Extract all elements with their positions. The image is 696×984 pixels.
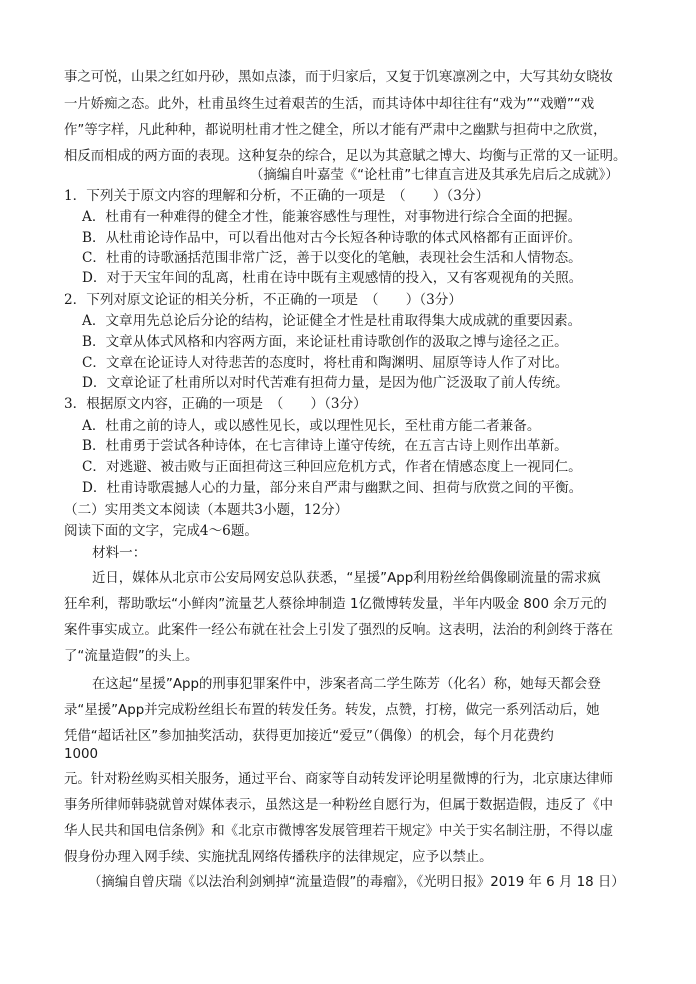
question-2-option-d: D．文章论证了杜甫所以对时代苦难有担荷力量，是因为他广泛汲取了前人传统。	[82, 375, 569, 391]
question-3-option-d: D．杜甫诗歌震撼人心的力量，部分来自严肃与幽默之间、担荷与欣赏之间的平衡。	[82, 480, 583, 496]
question-1-option-c: C．杜甫的诗歌涵括范围非常广泛，善于以变化的笔触，表现社会生活和人情物态。	[82, 250, 582, 266]
material-1-para-2-line-1: 在这起“星援”App的刑事犯罪案件中，涉案者高二学生陈芳（化名）称，她每天都会登	[92, 677, 601, 692]
section-2-instruction: 阅读下面的文字，完成4～6题。	[64, 523, 259, 539]
material-1-para-1-line-1: 近日，媒体从北京市公安局网安总队获悉，“星援”App利用粉丝给偶像刷流量的需求疯	[92, 571, 601, 586]
intro-source: （摘编自叶嘉莹《“论杜甫”七律直言进及其承先启后之成就》）	[250, 168, 619, 183]
material-1-para-2-line-3: 凭借“超话社区”参加抽奖活动，获得更加接近“爱豆”（偶像）的机会，每个月花费约	[64, 729, 554, 744]
question-1-stem: 1．下列关于原文内容的理解和分析，不正确的一项是 （ ）（3分）	[64, 188, 490, 204]
intro-line-4: 相反而相成的两方面的表现。这种复杂的综合，足以为其意賦之博大、均衡与正常的又一证明。	[64, 149, 627, 164]
intro-line-2: 一片娇痴之态。此外，杜甫虽终生过着艰苦的生活，而其诗体中却往往有“戏为”“戏赠”“戏	[64, 97, 595, 112]
question-3-option-a: A．杜甫之前的诗人，或以感性见长，或以理性见长，至杜甫方能二者兼备。	[82, 418, 541, 434]
question-1-option-d: D．对于天宝年间的乱离，杜甫在诗中既有主观感情的投入，又有客观视角的关照。	[82, 270, 583, 286]
question-2-option-b: B．文章从体式风格和内容两方面，来论证杜甫诗歌创作的汲取之博与途径之正。	[82, 334, 568, 350]
question-2-option-c: C．文章在论证诗人对待悲苦的态度时，将杜甫和陶渊明、屈原等诗人作了对比。	[82, 355, 569, 371]
material-1-label: 材料一：	[92, 545, 147, 561]
intro-line-1: 事之可悦，山果之红如丹砂，黑如点漆，而于归家后，又复于饥寒凛冽之中，大写其幼女晓妆	[64, 70, 614, 85]
material-1-source: （摘编自曾庆瑞《以法治利剑剜掉“流量造假”的毒瘤》，《光明日报》2019 年 6 月 18 日）	[88, 875, 625, 890]
question-1-option-a: A．杜甫有一种难得的健全才性，能兼容感性与理性，对事物进行综合全面的把握。	[82, 209, 582, 225]
material-1-para-1-line-4: 了“流量造假”的头上。	[64, 649, 199, 664]
section-2-heading: （二）实用类文本阅读（本题共3小题，12分）	[64, 502, 349, 518]
material-1-para-2-line-7: 华人民共和国电信条例》和《北京市微博客发展管理若干规定》中关于实名制注册，不得以虚	[64, 824, 614, 839]
question-2-stem: 2．下列对原文论证的相关分析，不正确的一项是 （ ）（3分）	[64, 292, 462, 308]
material-1-para-2-line-4: 1000	[64, 747, 99, 762]
question-1-option-b: B．从杜甫论诗作品中，可以看出他对古今长短各种诗歌的体式风格都有正面评价。	[82, 230, 582, 246]
intro-line-3: 作”等字样，凡此种种，都说明杜甫才性之健全，所以才能有严肃中之幽默与担荷中之欣赏，	[64, 123, 607, 138]
question-3-option-c: C．对逃避、被击败与正面担荷这三种回应危机方式，作者在情感态度上一视同仁。	[82, 459, 582, 475]
material-1-para-2-line-6: 事务所律师韩骁就曾对媒体表示，虽然这是一种粉丝自愿行为，但属于数据造假，违反了《中	[64, 798, 614, 813]
material-1-para-1-line-3: 案件事实成立。此案件一经公布就在社会上引发了强烈的反响。这表明，法治的利剑终于落在	[64, 623, 614, 638]
question-2-option-a: A．文章用先总论后分论的结构，论证健全才性是杜甫取得集大成成就的重要因素。	[82, 313, 582, 329]
question-3-option-b: B．杜甫勇于尝试各种诗体，在七言律诗上谨守传统，在五言古诗上则作出革新。	[82, 438, 568, 454]
material-1-para-1-line-2: 狂牟利，帮助歌坛“小鲜肉”流量艺人蔡徐坤制造 1亿微博转发量，半年内吸金 800 余万元的	[64, 597, 607, 612]
material-1-para-2-line-2: 录“星援”App并完成粉丝组长布置的转发任务。转发，点赞，打榜，做完一系列活动后，她	[64, 703, 600, 718]
question-3-stem: 3．根据原文内容，正确的一项是 （ ）（3分）	[64, 396, 367, 412]
material-1-para-2-line-5: 元。针对粉丝购买相关服务，通过平台、商家等自动转发评论明星微博的行为，北京康达律师	[64, 772, 614, 787]
material-1-para-2-line-8: 假身份办理入网手续、实施扰乱网络传播秩序的法律规定，应予以禁止。	[64, 850, 493, 865]
